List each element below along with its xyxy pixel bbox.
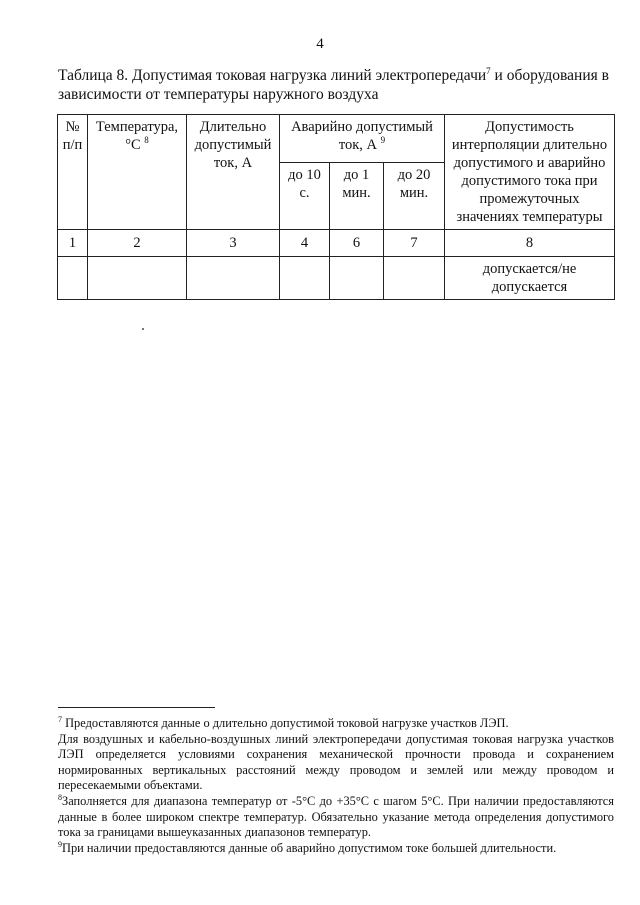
footnote-7-line1: Предоставляются данные о длительно допустимой токовой нагрузке участков ЛЭП. xyxy=(62,716,509,730)
header-temperature-footnote: 8 xyxy=(144,135,149,146)
column-number: 6 xyxy=(330,230,384,257)
stray-mark xyxy=(142,328,144,330)
column-number: 1 xyxy=(58,230,88,257)
data-cell xyxy=(384,257,445,300)
header-number: № п/п xyxy=(58,115,88,230)
header-emergency-current xyxy=(280,115,445,163)
header-emergency-footnote: 9 xyxy=(380,135,386,146)
column-number: 3 xyxy=(187,230,280,257)
footnote-8 xyxy=(58,794,614,841)
table-caption xyxy=(58,66,618,104)
subheader-1min: до 1 мин. xyxy=(330,163,384,230)
footnote-7-continued: Для воздушных и кабельно-воздушных линий электропередачи допустимая токовая нагрузка участков ЛЭП определяется условиями сохранения механической прочности провода и сохранением нормированных вертикальных расстояний между проводом и землей или между проводом и пересекаемыми объектами. xyxy=(58,731,614,793)
subheader-20min: до 20 мин. xyxy=(384,163,445,230)
header-temperature xyxy=(88,115,187,230)
column-number: 2 xyxy=(88,230,187,257)
header-emergency-current-text: Аварийно допустимый ток, А xyxy=(291,119,433,153)
footnote-separator xyxy=(58,707,215,708)
caption-text-before: Таблица 8. Допустимая токовая нагрузка линий электропередачи xyxy=(58,67,487,84)
page-number: 4 xyxy=(316,36,324,52)
data-cell xyxy=(280,257,330,300)
data-cell xyxy=(330,257,384,300)
caption-footnote-mark: 7 xyxy=(486,65,491,76)
footnote-9-text: При наличии предоставляются данные об аварийно допустимом токе большей длительности. xyxy=(62,840,557,855)
footnotes xyxy=(58,716,614,856)
column-number-row xyxy=(58,230,615,257)
footnote-9-mark: 9 xyxy=(58,839,62,849)
caption-text-after: и оборудования в зависимости от температуры наружного воздуха xyxy=(58,67,609,103)
footnote-7-mark: 7 xyxy=(58,714,62,724)
current-load-table xyxy=(57,114,615,300)
column-number: 7 xyxy=(384,230,445,257)
footnote-9 xyxy=(58,841,614,857)
data-row xyxy=(58,257,615,300)
header-long-term-current: Длительно допустимый ток, А xyxy=(187,115,280,230)
header-row xyxy=(58,115,615,163)
footnote-8-text: Заполняется для диапазона температур от -5°С до +35°С с шагом 5°С. При наличии предоставляются данные в более широком спектре температур. Обязательно указание метода определения допустимого тока за границами вышеуказанных диапазонов температур. xyxy=(58,793,614,840)
data-cell xyxy=(58,257,88,300)
header-interpolation: Допустимость интерполяции длительно допустимого и аварийно допустимого тока при промежуточных значениях температуры xyxy=(445,115,615,230)
column-number: 4 xyxy=(280,230,330,257)
footnote-8-mark: 8 xyxy=(58,792,62,802)
data-cell xyxy=(88,257,187,300)
data-cell xyxy=(187,257,280,300)
column-number: 8 xyxy=(445,230,615,257)
header-temperature-text: Температура, °С xyxy=(95,119,179,153)
footnote-7 xyxy=(58,716,614,732)
subheader-10s: до 10 с. xyxy=(280,163,330,230)
data-cell-permissibility: допускается/не допускается xyxy=(445,257,615,300)
